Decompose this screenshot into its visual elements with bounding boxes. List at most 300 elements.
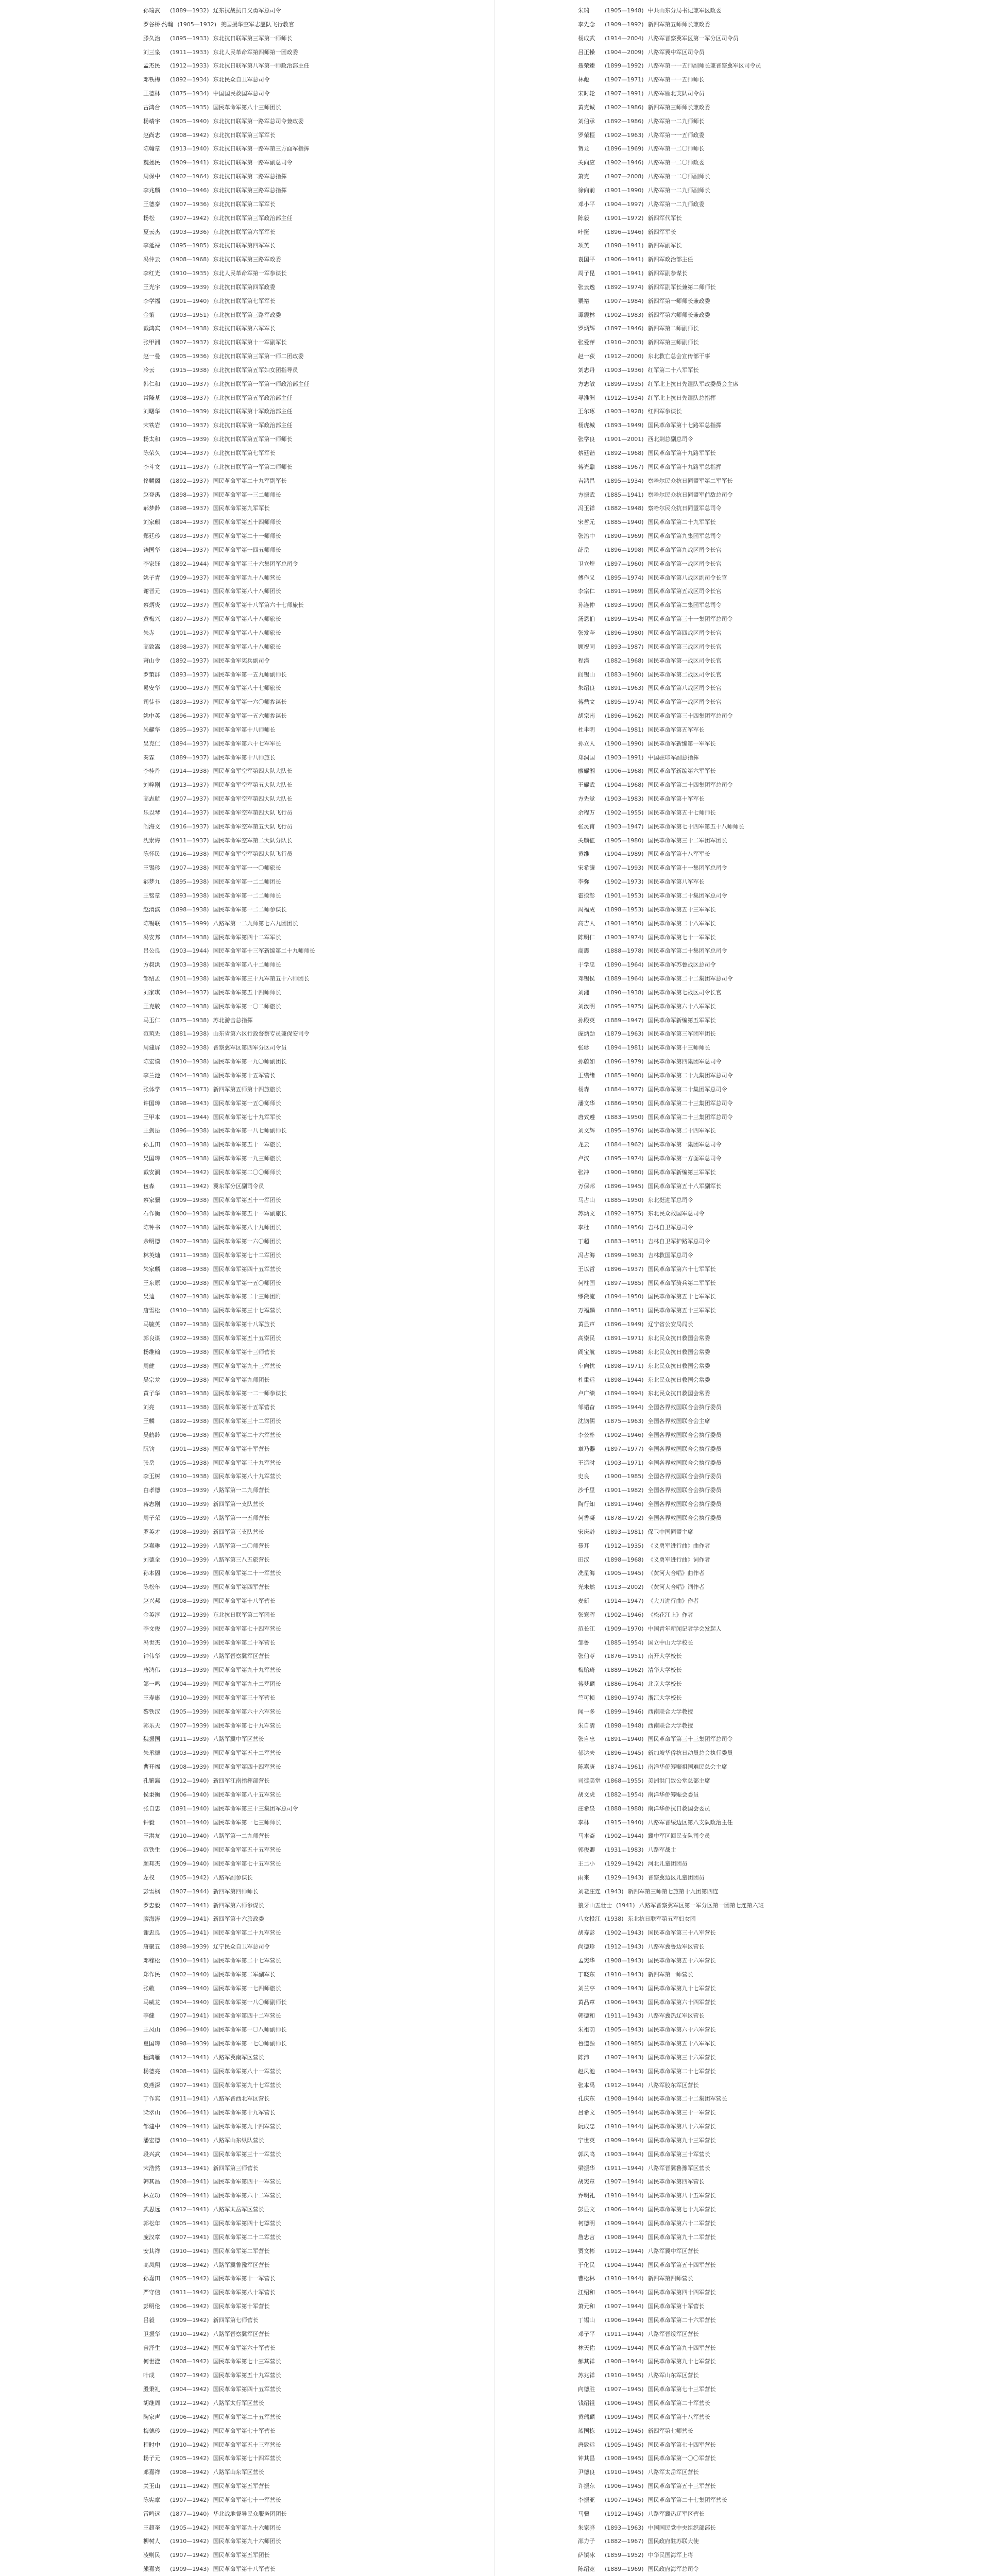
entry-name: 司徒美堂 [578,1777,601,1784]
entry-role: 国民革命军骑兵第二军军长 [647,1279,716,1286]
entry-role: 国民革命军第二十二军营长 [213,2233,281,2241]
entry-role: 国民革命军第八十二师师长 [213,961,281,969]
entry-role: 新四军军长 [647,228,676,235]
entry-name: 杜重远 [578,1376,595,1383]
entry-years: (1905—1980) [605,837,644,844]
entry-role: 吉林自卫军护路军总司令 [647,1238,710,1245]
entry-years: (1883—1951) [605,1238,644,1245]
entry-name: 刘家麒 [143,519,160,526]
entry-years: (1897—1938) [170,1321,209,1328]
entry-role: 国民革命军第七十三军营长 [647,2386,716,2393]
entry-role: 南洋华侨抗日救国会委员 [647,1805,710,1812]
entry-name: 李文俊 [143,1625,160,1632]
entry-name: 王尔琢 [578,408,595,415]
entry-name: 段兴武 [143,2150,160,2158]
biography-entry [143,378,586,392]
biography-entry [578,889,989,903]
entry-name: 鲁道源 [578,2040,595,2047]
entry-name: 关向应 [578,159,595,166]
entry-role: 国民革命军第四十四军营长 [647,2289,716,2296]
biography-entry [578,2314,989,2328]
biography-entry [578,778,989,792]
entry-name: 向德胜 [578,2386,595,2393]
entry-role: 国民革命军第二十三师团附 [213,1293,281,1300]
biography-entry [143,986,586,1000]
entry-name: 马毓英 [143,1321,160,1328]
entry-name: 杨子元 [143,2455,160,2462]
biography-entry [578,405,989,419]
entry-name: 郭松年 [143,2220,160,2227]
entry-name: 邹韬奋 [578,1404,595,1411]
entry-role: 《黄河大合唱》词作者 [647,1584,705,1591]
entry-role: 国民革命军第四十五军营长 [213,2386,281,2393]
entry-name: 薛岳 [578,546,589,553]
entry-role: 新四军第一支队营长 [213,1501,264,1508]
entry-years: (1909—1937) [170,574,209,581]
biography-entry [578,1912,989,1926]
entry-role: 苏北游击总指挥 [213,1016,253,1024]
entry-role: 八路军晋察冀军区第一军分区司令员 [647,35,739,42]
entry-role: 八路军第一二九师副师长 [647,187,710,194]
entry-name: 熊嘉宾 [143,2566,160,2573]
entry-role: 国民革命军第五军团长 [213,2552,270,2559]
entry-role: 东北民众救国军总司令 [647,1210,705,1217]
entry-role: 八路军第一一五师副师长兼晋察冀军区司令员 [647,62,761,70]
left-name-column [143,4,586,2576]
entry-years: (1907—2008) [605,173,644,180]
biography-entry [143,267,586,281]
biography-entry [578,1526,989,1539]
entry-name: 李杜 [578,1224,589,1231]
biography-entry [143,184,586,198]
entry-name: 郝梦龄 [143,505,160,512]
entry-name: 程鸿雁 [143,2054,160,2061]
entry-years: (1893—1990) [605,602,644,609]
biography-entry [143,1664,586,1677]
entry-name: 赵凤池 [578,2067,595,2075]
biography-entry [143,668,586,682]
entry-name: 萨镇冰 [578,2552,595,2559]
biography-entry [143,2203,586,2217]
entry-years: (1900—1938) [170,1279,209,1286]
biography-entry [143,917,586,931]
entry-name: 胡寿彭 [578,1929,595,1937]
entry-years: (1907—1939) [170,1625,209,1632]
entry-role: 东北抗日联军第十一军副军长 [213,339,287,346]
entry-years: (1903—1983) [605,795,644,803]
entry-years: (1907—1942) [170,2372,209,2379]
biography-entry [143,1719,586,1733]
biography-entry [578,1111,989,1125]
entry-name: 杨森 [578,1086,589,1093]
entry-name: 孟杰民 [143,62,160,70]
entry-years: (1903—1991) [605,754,644,761]
entry-name: 沙千里 [578,1487,595,1494]
entry-name: 姚中英 [143,713,160,720]
entry-years: (1906—1939) [170,1570,209,1577]
entry-years: (1905—1948) [605,7,644,14]
entry-years: (1907—1938) [170,1238,209,1245]
entry-years: (1889—1947) [605,1016,644,1024]
biography-entry [578,2023,989,2037]
entry-role: 国民政府海军总司令 [647,2566,699,2573]
entry-name: 范筑先 [143,1030,160,1038]
entry-role: 国民革命军第六十军营长 [213,2344,276,2351]
entry-role: 八路军副参谋长 [213,1874,253,1881]
entry-role: 北京大学校长 [647,1681,682,1688]
entry-role: 国民革命军新编第六军军长 [647,768,716,775]
entry-years: (1905—1932) [177,21,217,28]
biography-entry [578,2300,989,2314]
entry-years: (1907—1991) [605,90,644,97]
biography-entry [578,1249,989,1263]
biography-entry [143,2037,586,2051]
entry-years: (1895—1968) [605,1348,644,1355]
biography-entry [578,1719,989,1733]
entry-role: 国民革命军第七十五军营长 [213,1860,281,1868]
entry-role: 八路军第一二九师第七六九团团长 [213,920,298,927]
biography-entry [578,2549,989,2563]
biography-entry [578,2065,989,2079]
entry-name: 刘志丹 [578,366,595,374]
entry-years: (1880—1956) [605,1224,644,1231]
entry-years: (1883—1960) [605,671,644,678]
entry-name: 麦新 [578,1598,589,1605]
entry-name: 朱祖荫 [578,2026,595,2033]
entry-years: (1859—1952) [605,2552,644,2559]
entry-name: 尹德良 [578,2469,595,2476]
biography-entry [578,2106,989,2120]
entry-role: 国民革命军第五十五军营长 [213,1846,281,1854]
entry-role: 国民革命军第二十军营长 [647,2399,710,2406]
biography-entry [578,2521,989,2535]
entry-role: 新四军江南指挥部营长 [213,1777,270,1784]
entry-years: (1908—1945) [605,2455,644,2462]
biography-entry [578,2563,989,2576]
entry-years: (1875—1963) [605,1418,644,1425]
biography-entry [143,2175,586,2189]
entry-years: (1900—1990) [605,740,644,747]
biography-entry [578,875,989,889]
entry-role: 辽东抗战抗日义勇军总司令 [213,7,281,14]
biography-entry [143,1014,586,1028]
biography-entry [143,1374,586,1387]
entry-years: (1899—1992) [605,62,644,70]
entry-years: (1907—1938) [170,1293,209,1300]
entry-name: 林立功 [143,2192,160,2199]
entry-years: (1895—1976) [605,1127,644,1134]
entry-years: (1885—1954) [605,1639,644,1646]
entry-name: 包森 [143,1182,155,1190]
entry-years: (1906—1940) [170,1791,209,1798]
entry-role: 国民革命军第三战区司令长官 [647,643,722,650]
biography-entry [143,2535,586,2549]
entry-role: 国民革命军第五十二军营长 [213,1750,281,1757]
entry-name: 周保中 [143,173,160,180]
biography-entry [578,1733,989,1747]
entry-role: 吉林自卫军总司令 [647,1224,693,1231]
biography-entry [143,2521,586,2535]
biography-entry [578,2494,989,2507]
entry-role: 国民革命军第七十四军第五十八师师长 [647,823,744,830]
entry-name: 傅作义 [578,574,595,581]
entry-years: (1895—1985) [170,242,209,249]
entry-role: 八路军山东纵队营长 [213,2137,264,2144]
entry-years: (1906—1941) [605,256,644,263]
entry-years: (1908—1939) [170,1598,209,1605]
entry-role: 《松花江上》作者 [647,1611,693,1618]
entry-name: 王德林 [143,90,160,97]
entry-years: (1910—1942) [170,2330,209,2337]
biography-entry [578,709,989,723]
entry-years: (1901—1944) [170,1113,209,1121]
entry-name: 王锡珍 [143,865,160,872]
entry-role: 八路军第一二〇师政委 [647,159,705,166]
biography-entry [143,1429,586,1443]
entry-name: 刘亮 [143,1404,155,1411]
biography-entry [143,1705,586,1719]
biography-entry [143,696,586,709]
biography-entry [578,2051,989,2065]
entry-name: 严守信 [143,2289,160,2296]
entry-name: 夏国璋 [143,2040,160,2047]
entry-name: 孟宪华 [578,1957,595,1964]
entry-role: 察哈尔民众抗日同盟军前敌总司令 [647,491,733,498]
entry-name: 金英淳 [143,1611,160,1618]
entry-years: (1893—1937) [170,533,209,540]
entry-role: 国民革命军第十三军新编第二十九师师长 [213,947,315,955]
entry-years: (1907—1942) [170,2552,209,2559]
entry-role: 国民革命军第三十九军第五十六师团长 [213,975,310,982]
biography-entry [143,931,586,945]
entry-years: (1910—1943) [605,1971,644,1978]
entry-name: 周健 [143,1362,155,1369]
entry-name: 孔繁瀛 [143,1777,160,1784]
entry-years: (1893—1949) [605,422,644,429]
entry-role: 红军北上抗日先遣队军政委员会主席 [647,380,739,387]
entry-years: (1897—1960) [605,560,644,567]
entry-role: 八路军晋绥军区营长 [647,2330,699,2337]
entry-years: (1895—1974) [605,1155,644,1162]
entry-role: 东北挺进军总司令 [647,1196,693,1204]
entry-role: 国民革命军第二十一军营长 [213,1570,281,1577]
entry-years: (1895—1944) [605,1404,644,1411]
biography-entry [143,557,586,571]
entry-years: (1906—1938) [170,1431,209,1438]
entry-role: 国民革命军第一七四师旅长 [213,1985,281,1992]
entry-role: 国民革命军第五十四师师长 [213,989,281,996]
entry-role: 东北抗日联军第七军军长 [213,450,276,456]
entry-role: 东北抗日联军第二军团长 [213,1611,276,1618]
biography-entry [578,2355,989,2369]
entry-role: 国民革命军第七十四军营长 [213,2455,281,2462]
biography-entry [143,1387,586,1401]
entry-role: 全国各界救国联合会执行委员 [647,1501,722,1508]
entry-years: (1902—1938) [170,1335,209,1342]
biography-entry [143,1055,586,1069]
biography-entry [143,1456,586,1470]
entry-years: (1905—1935) [170,104,209,111]
entry-role: 国民革命军第三十三集团军总司令 [213,1805,298,1812]
entry-role: 八路军冀鲁边军区营长 [647,1943,705,1951]
biography-entry [143,2106,586,2120]
entry-name: 王麟 [143,1418,155,1425]
entry-name: 关玉山 [143,2483,160,2490]
entry-name: 王寿康 [143,1694,160,1701]
biography-entry [578,2217,989,2231]
entry-role: 国民革命军第十军军长 [647,795,705,803]
biography-entry [143,1097,586,1111]
entry-years: (1894—1937) [170,989,209,996]
entry-name: 卫振华 [143,2330,160,2337]
biography-entry [578,1041,989,1055]
entry-name: 潘文华 [578,1099,595,1107]
biography-entry [143,2120,586,2134]
entry-years: (1892—1975) [605,1210,644,1217]
entry-years: (1910—1939) [170,1694,209,1701]
entry-years: (1891—1971) [605,1335,644,1342]
entry-role: 保卫中国同盟主席 [647,1528,693,1535]
entry-name: 金策 [143,311,155,318]
entry-name: 廖耀湘 [578,768,595,775]
entry-role: 新四军第五师师长兼政委 [647,21,710,28]
entry-role: 国民革命军第一战区司令长官 [647,560,722,567]
entry-years: (1909—1939) [170,1653,209,1660]
entry-years: (1902—1963) [605,131,644,139]
entry-name: 吴国璋 [143,1155,160,1162]
entry-role: 国民革命军第十一军营长 [213,2275,276,2282]
entry-name: 白孝德 [143,1487,160,1494]
entry-role: 国民革命军第三十一军营长 [213,2150,281,2158]
entry-years: (1907—1938) [170,865,209,872]
entry-name: 王凤山 [143,2026,160,2033]
entry-name: 李学福 [143,297,160,304]
entry-role: 国民革命军第一五〇师团长 [213,1279,281,1286]
entry-years: (1909—1941) [170,159,209,166]
entry-role: 国民革命军第四军营长 [647,2178,705,2185]
entry-years: (1908—1941) [170,2178,209,2185]
entry-name: 武思远 [143,2206,160,2213]
entry-name: 韩德和 [578,2012,595,2020]
entry-role: 美国援华空军志愿队飞行教官 [220,21,295,28]
biography-entry [143,765,586,778]
entry-years: (1895—1934) [605,477,644,484]
entry-name: 王铭章 [143,892,160,899]
biography-entry [578,59,989,73]
biography-entry [578,1207,989,1221]
entry-role: 国民革命军第八军军长 [647,878,705,886]
entry-name: 卢汉 [578,1155,589,1162]
entry-name: 李玉树 [143,1473,160,1480]
biography-entry [143,2148,586,2162]
entry-years: (1909—1941) [170,2192,209,2199]
entry-name: 阮成忠 [578,2123,595,2130]
entry-years: (1897—1946) [605,325,644,332]
biography-entry [143,1111,586,1125]
entry-role: 全国各界救国联合会执行委员 [647,1431,722,1438]
biography-entry [578,281,989,295]
entry-years: (1896—1945) [605,1750,644,1757]
entry-role: 国民革命军第八战区副司令长官 [647,574,727,581]
biography-entry [578,1498,989,1512]
entry-years: (1907—1936) [170,200,209,208]
biography-entry [143,958,586,972]
biography-entry [143,1581,586,1595]
entry-name: 叶成 [143,2372,155,2379]
entry-years: (1904—1981) [605,726,644,733]
entry-name: 寻淮洲 [578,394,595,401]
biography-entry [143,2328,586,2342]
entry-years: (1907—1937) [170,339,209,346]
entry-years: (1905—1942) [170,1874,209,1881]
entry-role: 新加坡华侨抗日动员总会执行委员 [647,1750,733,1757]
entry-years: (1943) [605,1888,624,1895]
biography-entry [578,2203,989,2217]
entry-role: 《黄河大合唱》曲作者 [647,1570,705,1577]
entry-years: (1909—1943) [605,1985,644,1992]
entry-role: 东北抗日联军第八军第一师政治部主任 [213,62,310,70]
entry-role: 国民革命军第十八军营长 [647,2413,710,2420]
biography-entry [578,2231,989,2245]
entry-role: 东北民众抗日救国会常委 [647,1376,710,1383]
entry-name: 赵登禹 [143,491,160,498]
entry-role: 东北抗日联军第三军政治部主任 [213,214,293,222]
biography-entry [578,1152,989,1166]
biography-entry [143,1677,586,1691]
entry-name: 周子荣 [143,1514,160,1521]
entry-name: 王耀武 [578,782,595,789]
entry-role: 全国各界救国联合会执行委员 [647,1473,722,1480]
entry-role: 国民革命军第五十四师师长 [213,519,281,526]
entry-role: 国民革命军第九十四军营长 [647,2344,716,2351]
entry-years: (1903—1936) [605,366,644,374]
entry-role: 新四军第三师营长 [213,2164,259,2172]
biography-entry [143,778,586,792]
entry-years: (1915—1938) [170,366,209,374]
biography-entry [143,1249,586,1263]
entry-years: (1907—1993) [605,865,644,872]
entry-name: 梁振华 [578,2164,595,2172]
entry-role: 中国驻印军副总指挥 [647,754,699,761]
entry-role: 南洋华侨筹赈祖国难民总会主席 [647,1764,727,1771]
entry-years: (1890—1938) [605,989,644,996]
biography-entry [578,806,989,820]
entry-role: 国民革命军第三十九军营长 [213,1459,281,1466]
entry-role: 国民革命军第二十六军营长 [647,2316,716,2324]
entry-years: (1904—1939) [170,1681,209,1688]
entry-years: (1910—1937) [170,422,209,429]
entry-name: 黄梅兴 [143,616,160,623]
entry-years: (1908—1968) [170,256,209,263]
entry-role: 国民革命军第九十九军营长 [213,1667,281,1674]
entry-name: 王东原 [143,1279,160,1286]
entry-years: (1889—1932) [170,7,209,14]
entry-role: 新四军第六师师长兼政委 [647,311,710,318]
entry-role: 国民革命军第五十一军团长 [213,1196,281,1204]
entry-role: 国民革命军第六十六军营长 [647,2026,716,2033]
entry-role: 国民革命军第十五军营长 [213,1404,276,1411]
biography-entry [578,267,989,281]
entry-years: (1894—1937) [170,740,209,747]
entry-years: (1886—1964) [605,1681,644,1688]
entry-role: 新四军第五师第十四旅旅长 [213,1086,281,1093]
entry-name: 高志航 [143,795,160,803]
biography-entry [143,944,586,958]
entry-role: 国立中山大学校长 [647,1639,693,1646]
entry-role: 国民革命军第七十四军营长 [647,2441,716,2448]
entry-name: 邓小平 [578,200,595,208]
entry-role: 八路军太行军区营长 [213,2399,264,2406]
